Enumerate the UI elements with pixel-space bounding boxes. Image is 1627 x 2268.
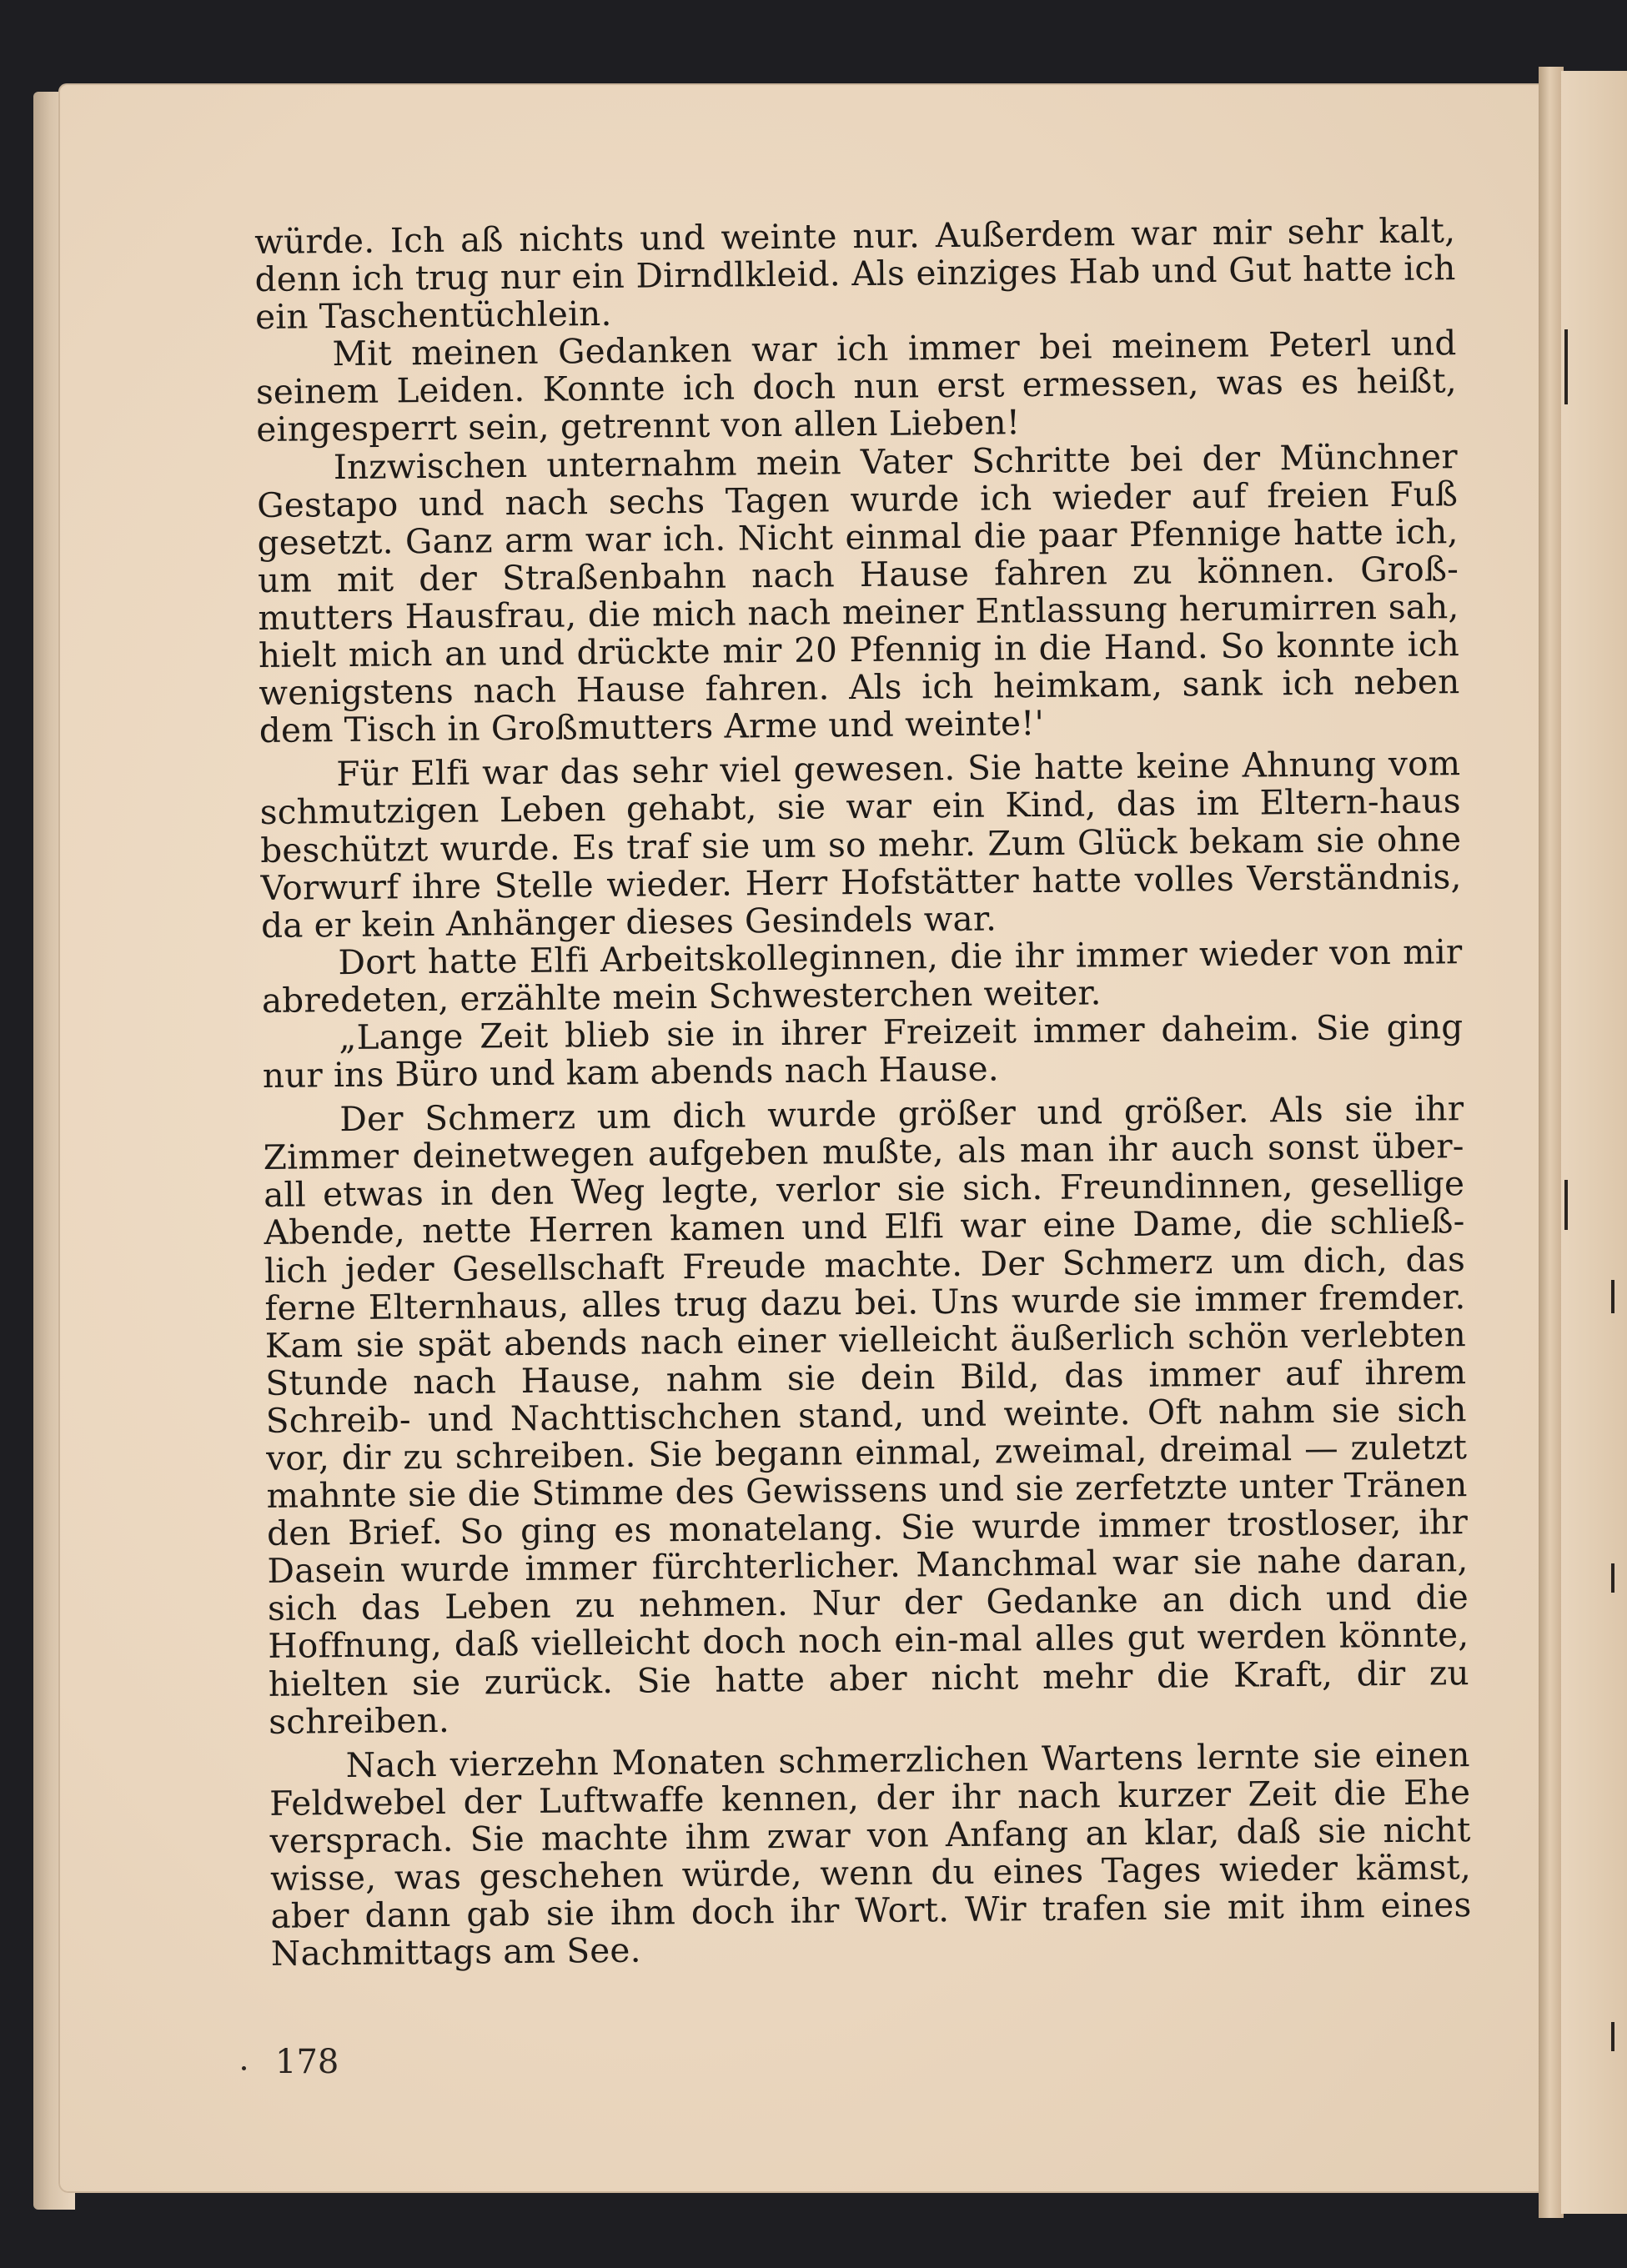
paragraph: Dort hatte Elfi Arbeitskolleginnen, die ihr immer wieder von mir abredeten, erzählte mein Schwesterchen weiter. (261, 931, 1463, 1021)
paragraph: Nach vierzehn Monaten schmerzlichen Wartens lernte sie einen Feldwebel der Luftwaffe kennen, der ihr nach kurzer Zeit die Ehe versprach. Sie machte ihm zwar von Anfang an klar, daß sie nicht wisse, was geschehen würde, wenn du eines Tages wieder kämst, aber dann gab sie ihm doch ihr Wort. Wir trafen sie mit ihm eines Nachmittags am See. (269, 1734, 1472, 1974)
adjacent-text-mark (1564, 1180, 1568, 1230)
page-number-dot (242, 2066, 246, 2070)
paragraph: Der Schmerz um dich wurde größer und größer. Als sie ihr Zimmer deinetwegen aufgeben mußte, als man ihr auch sonst über-all etwas in den Weg legte, verlor sie sich. Freundinnen, gesellige Abende, nette Herren kamen und Elfi war eine Dame, die schließ-lich jeder Gesellschaft Freude machte. Der Schmerz um dich, das ferne Elternhaus, alles trug dazu bei. Uns wurde sie immer fremder. Kam sie spät abends nach einer vielleicht äußerlich schön verlebten Stunde nach Hause, nahm sie dein Bild, das immer auf ihrem Schreib- und Nachttischchen stand, und weinte. Oft nahm sie sich vor, dir zu schreiben. Sie begann einmal, zweimal, dreimal — zuletzt mahnte sie die Stimme des Gewissens und sie zerfetzte unter Tränen den Brief. So ging es monatelang. Sie wurde immer trostloser, ihr Dasein wurde immer fürchterlicher. Manchmal war sie nahe daran, sich das Leben zu nehmen. Nur der Gedanke an dich und die Hoffnung, daß vielleicht doch noch ein-mal alles gut werden könnte, hielten sie zurück. Sie hatte aber nicht mehr die Kraft, dir zu schreiben. (263, 1088, 1469, 1742)
book-gutter (1539, 67, 1564, 2218)
paragraph: würde. Ich aß nichts und weinte nur. Außerdem war mir sehr kalt, denn ich trug nur ein Dirndlkleid. Als einziges Hab und Gut hatte ich ein Taschentüchlein. (254, 210, 1456, 338)
paragraph: „Lange Zeit blieb sie in ihrer Freizeit immer daheim. Sie ging nur ins Büro und kam abends nach Hause. (262, 1006, 1464, 1096)
adjacent-text-mark (1611, 1563, 1614, 1593)
adjacent-text-mark (1611, 2022, 1614, 2051)
page-number: 178 (275, 2043, 339, 2081)
adjacent-page-edge (1561, 71, 1627, 2214)
paragraph: Mit meinen Gedanken war ich immer bei meinem Peterl und seinem Leiden. Konnte ich doch nun erst ermessen, was es heißt, eingesperrt sein, getrennt von allen Lieben! (255, 323, 1458, 450)
body-text (254, 212, 1472, 1973)
adjacent-text-mark (1611, 1280, 1614, 1313)
adjacent-text-mark (1564, 329, 1568, 404)
paragraph: Für Elfi war das sehr viel gewesen. Sie hatte keine Ahnung vom schmutzigen Leben gehabt, sie war ein Kind, das im Eltern-haus beschützt wurde. Es traf sie um so mehr. Zum Glück bekam sie ohne Vorwurf ihre Stelle wieder. Herr Hofstätter hatte volles Verständnis, da er kein Anhänger dieses Gesindels war. (259, 743, 1462, 946)
paragraph: Inzwischen unternahm mein Vater Schritte bei der Münchner Gestapo und nach sechs Tagen wurde ich wieder auf freien Fuß gesetzt. Ganz arm war ich. Nicht einmal die paar Pfennige hatte ich, um mit der Straßenbahn nach Hause fahren zu können. Groß-mutters Hausfrau, die mich nach meiner Entlassung herumirren sah, hielt mich an und drückte mir 20 Pfennig in die Hand. So konnte ich wenigstens nach Hause fahren. Als ich heimkam, sank ich neben dem Tisch in Großmutters Arme und weinte!' (257, 435, 1460, 751)
